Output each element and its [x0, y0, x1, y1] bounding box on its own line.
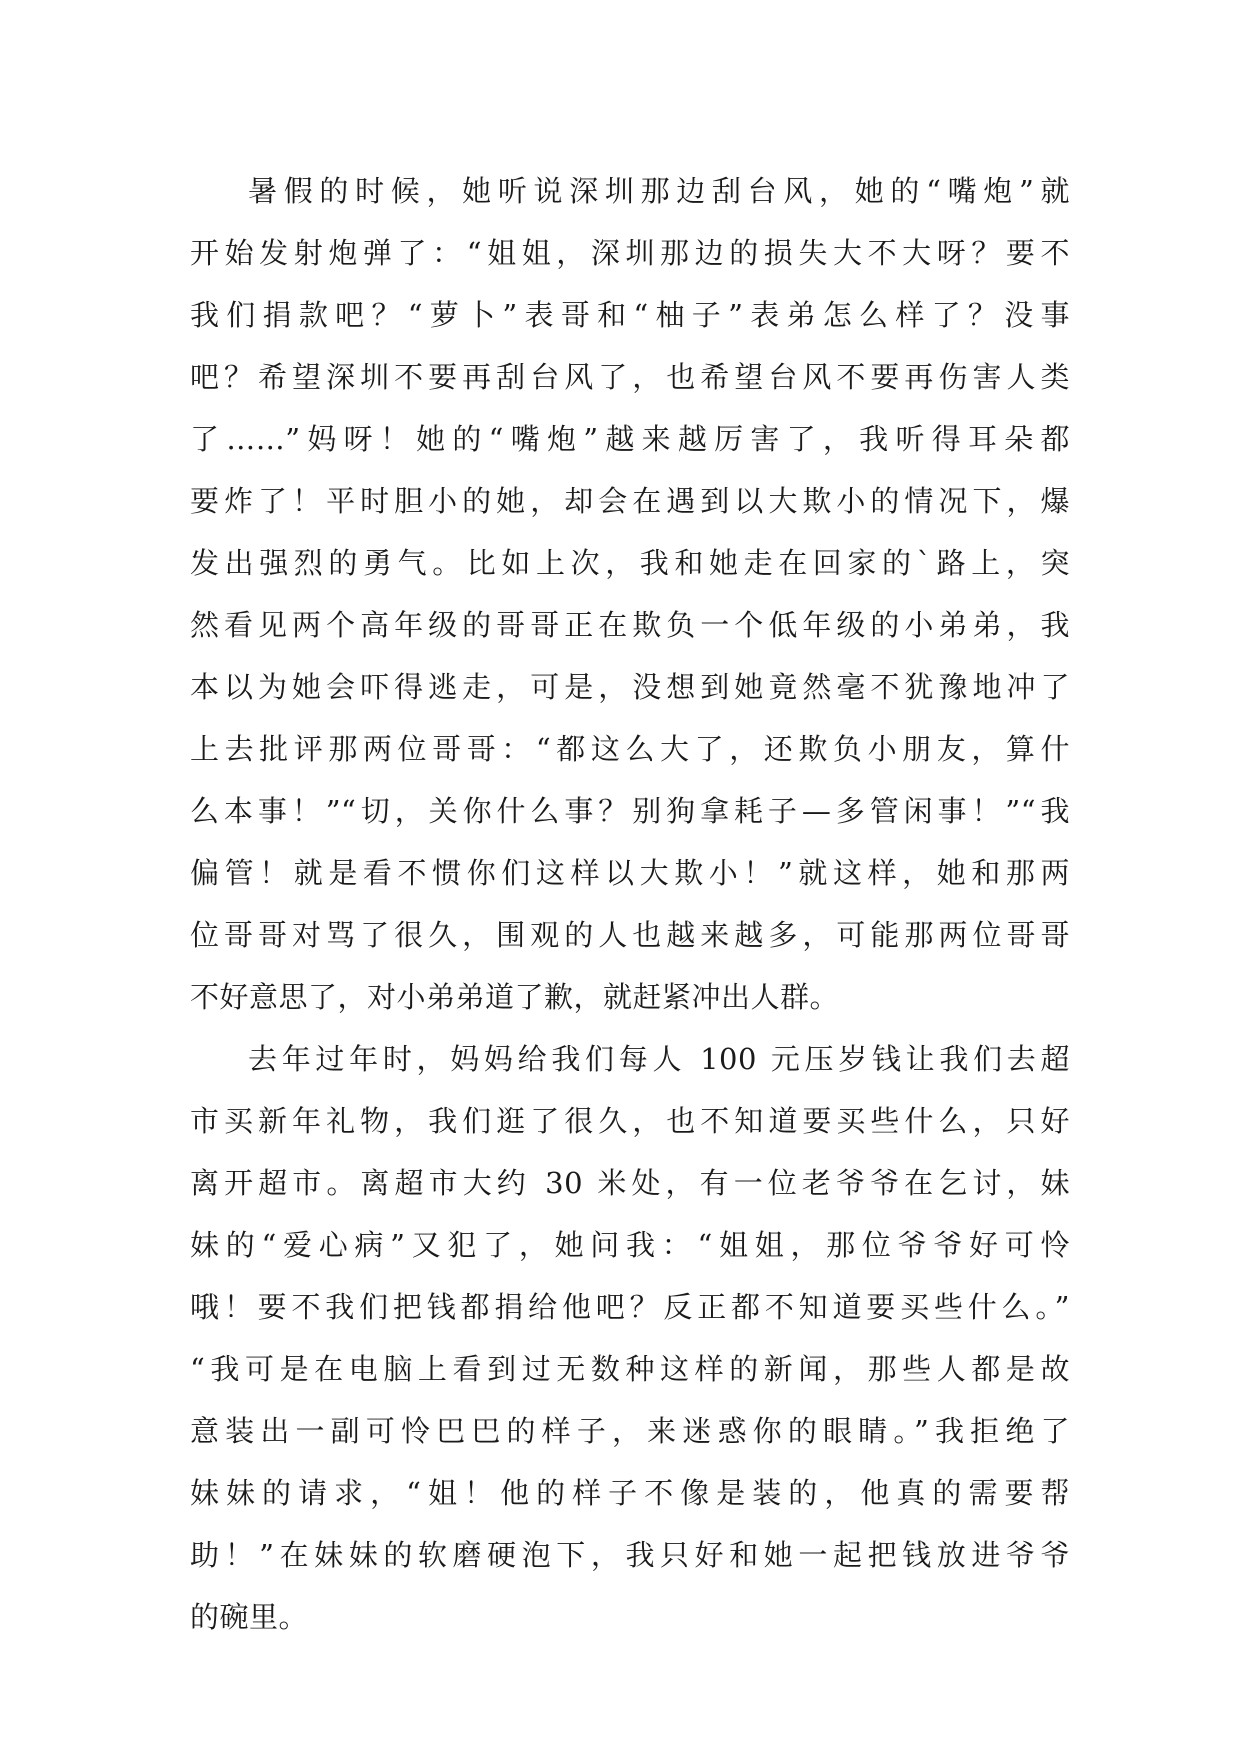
- paragraph-2-line-7: 意装出一副可怜巴巴的样子，来迷惑你的眼睛。”我拒绝了: [190, 1414, 1070, 1448]
- paragraph-1-line-10: 上去批评那两位哥哥：“都这么大了，还欺负小朋友，算什: [190, 732, 1070, 766]
- paragraph-2-line-2: 市买新年礼物，我们逛了很久，也不知道要买些什么，只好: [190, 1104, 1070, 1138]
- paragraph-2-line-10: 的碗里。: [190, 1600, 309, 1634]
- paragraph-2-line-9: 助！”在妹妹的软磨硬泡下，我只好和她一起把钱放进爷爷: [190, 1538, 1070, 1572]
- paragraph-1-line-13: 位哥哥对骂了很久，围观的人也越来越多，可能那两位哥哥: [190, 918, 1070, 952]
- paragraph-1-line-4: 吧？希望深圳不要再刮台风了，也希望台风不要再伤害人类: [190, 360, 1070, 394]
- paragraph-1-line-7: 发出强烈的勇气。比如上次，我和她走在回家的`路上，突: [190, 546, 1070, 580]
- paragraph-1-line-3: 我们捐款吧？“萝卜”表哥和“柚子”表弟怎么样了？没事: [190, 298, 1070, 332]
- paragraph-2-line-3: 离开超市。离超市大约 30 米处，有一位老爷爷在乞讨，妹: [190, 1166, 1070, 1200]
- paragraph-1-line-14: 不好意思了，对小弟弟道了歉，就赶紧冲出人群。: [190, 980, 840, 1014]
- paragraph-1-line-11: 么本事！”“切，关你什么事？别狗拿耗子—多管闲事！”“我: [190, 794, 1070, 828]
- paragraph-2-line-4: 妹的“爱心病”又犯了，她问我：“姐姐，那位爷爷好可怜: [190, 1228, 1070, 1262]
- paragraph-1-line-5: 了……”妈呀！她的“嘴炮”越来越厉害了，我听得耳朵都: [190, 422, 1070, 456]
- paragraph-1-line-8: 然看见两个高年级的哥哥正在欺负一个低年级的小弟弟，我: [190, 608, 1070, 642]
- paragraph-2-line-5: 哦！要不我们把钱都捐给他吧？反正都不知道要买些什么。”: [190, 1290, 1070, 1324]
- paragraph-2-line-8: 妹妹的请求，“姐！他的样子不像是装的，他真的需要帮: [190, 1476, 1070, 1510]
- paragraph-2-line-1: 去年过年时，妈妈给我们每人 100 元压岁钱让我们去超: [248, 1042, 1070, 1076]
- paragraph-1-line-12: 偏管！就是看不惯你们这样以大欺小！”就这样，她和那两: [190, 856, 1070, 890]
- body-text: [190, 160, 1070, 1648]
- paragraph-1-line-2: 开始发射炮弹了：“姐姐，深圳那边的损失大不大呀？要不: [190, 236, 1070, 270]
- paragraph-2-line-6: “我可是在电脑上看到过无数种这样的新闻，那些人都是故: [190, 1352, 1070, 1386]
- paragraph-1-line-9: 本以为她会吓得逃走，可是，没想到她竟然毫不犹豫地冲了: [190, 670, 1070, 704]
- paragraph-1-line-6: 要炸了！平时胆小的她，却会在遇到以大欺小的情况下，爆: [190, 484, 1070, 518]
- paragraph-1-line-1: 暑假的时候，她听说深圳那边刮台风，她的“嘴炮”就: [248, 174, 1070, 208]
